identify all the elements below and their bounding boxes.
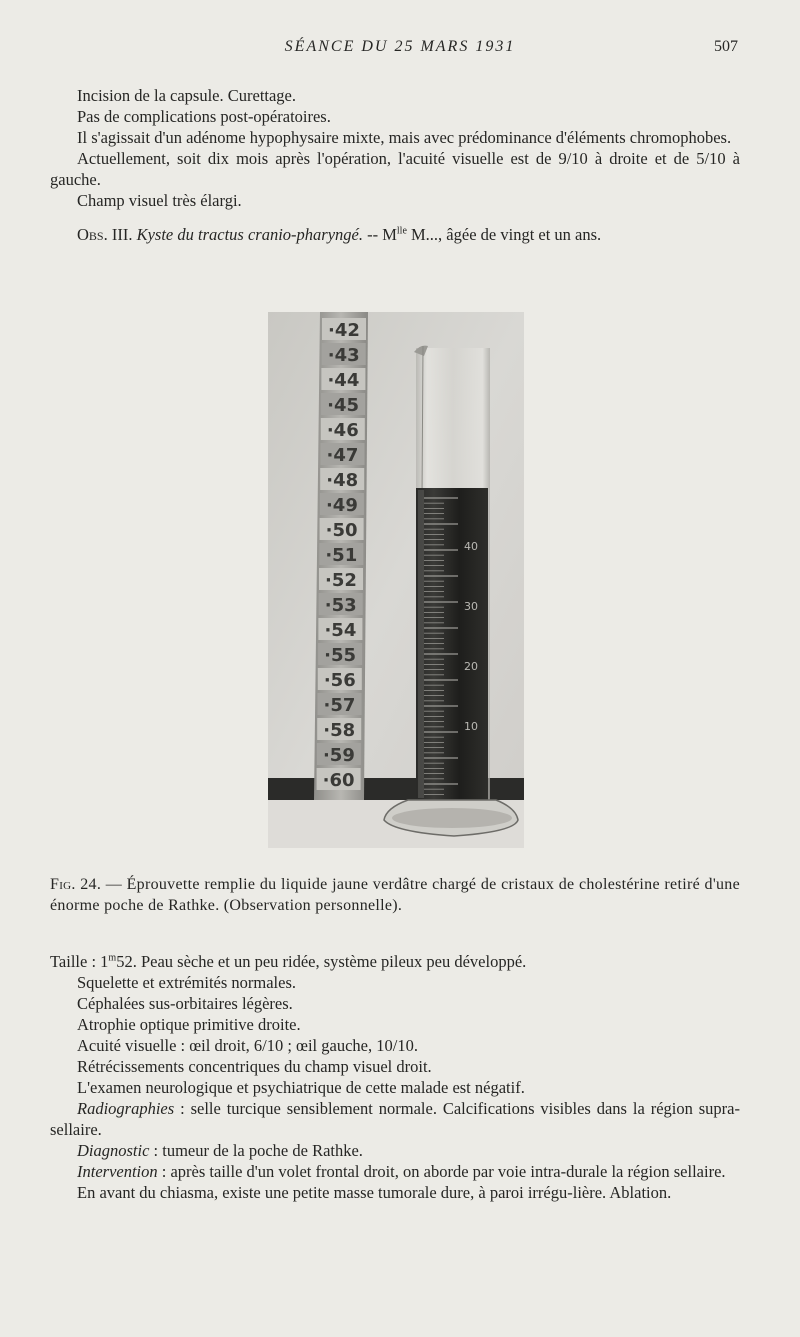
paragraph	[50, 1098, 740, 1140]
tape-number: ·48	[326, 470, 359, 491]
tape-number: ·54	[324, 620, 357, 641]
intervention-label: Intervention	[77, 1162, 158, 1181]
taille-sup: m	[108, 952, 117, 964]
paragraph: L'examen neurologique et psychiatrique de cette malade est négatif.	[77, 1078, 525, 1097]
paragraph	[50, 1161, 740, 1182]
tape-number: ·52	[325, 570, 357, 591]
page-header	[0, 38, 800, 62]
graduated-cylinder-photo	[268, 312, 524, 848]
taille-text-rest: 52. Peau sèche et un peu ridée, système pileux peu développé.	[116, 952, 527, 971]
observation-heading	[50, 224, 740, 245]
paragraph: Atrophie optique primitive droite.	[77, 1015, 301, 1034]
tape-number: ·43	[327, 345, 360, 366]
tape-number: ·45	[327, 395, 360, 416]
paragraph: Céphalées sus-orbitaires légères.	[77, 994, 293, 1013]
tape-number: ·57	[323, 695, 356, 716]
obs-sup: lle	[396, 225, 407, 237]
paragraph: Squelette et extrémités normales.	[77, 973, 297, 992]
intervention-text: : après taille d'un volet frontal droit, on aborde par voie intra-durale la région sellaire.	[157, 1162, 726, 1181]
diagnostic-label: Diagnostic	[77, 1141, 150, 1160]
running-head: SÉANCE DU 25 MARS 1931	[284, 38, 516, 55]
obs-title: Kyste du tractus cranio-pharyngé.	[136, 225, 363, 244]
taille-text: Taille : 1	[50, 952, 109, 971]
paragraph	[50, 1140, 740, 1161]
bottom-text-block	[50, 951, 740, 1203]
tape-number: ·44	[327, 370, 360, 391]
tape-labels	[317, 318, 366, 791]
tape-number: ·50	[325, 520, 358, 541]
tape-number: ·46	[326, 420, 359, 441]
tape-number: ·59	[322, 745, 355, 766]
radiographies-text: : selle turcique sensiblement normale. Calcifications visibles dans la région supra-sellaire.	[50, 1099, 740, 1139]
obs-text: M..., âgée de vingt et un ans.	[406, 225, 602, 244]
caption-text: — Éprouvette remplie du liquide jaune verdâtre chargé de cristaux de cholestérine retiré d'une énorme poche de Rathke. (Observation personnelle).	[50, 876, 741, 914]
tape-number: ·55	[324, 645, 357, 666]
cylinder-label: 20	[464, 660, 478, 673]
obs-label: Obs. III.	[77, 225, 133, 244]
cylinder-label: 40	[464, 540, 478, 553]
tape-number: ·42	[328, 320, 360, 341]
paragraph: Pas de complications post-opératoires.	[77, 107, 331, 126]
tape-number: ·47	[326, 445, 359, 466]
cylinder-label: 10	[464, 720, 478, 733]
tape-number: ·60	[322, 770, 355, 791]
cylinder-label: 30	[464, 600, 478, 613]
diagnostic-text: : tumeur de la poche de Rathke.	[149, 1141, 363, 1160]
paragraph: En avant du chiasma, existe une petite masse tumorale dure, à paroi irrégu-lière. Ablation.	[77, 1183, 672, 1202]
tape-number: ·56	[323, 670, 356, 691]
figure-caption	[50, 874, 740, 916]
paragraph: Il s'agissait d'un adénome hypophysaire mixte, mais avec prédominance d'éléments chromophobes.	[77, 128, 732, 147]
paragraph: Rétrécissements concentriques du champ visuel droit.	[77, 1057, 432, 1076]
tape-number: ·53	[324, 595, 357, 616]
figure-photograph	[268, 312, 524, 848]
caption-label: Fig. 24.	[50, 876, 102, 893]
obs-dash: -- M	[362, 225, 397, 244]
tape-number: ·49	[325, 495, 358, 516]
paragraph	[50, 951, 740, 972]
paragraph: Champ visuel très élargi.	[77, 191, 242, 210]
tape-number: ·51	[325, 545, 358, 566]
page-number: 507	[714, 38, 738, 55]
paragraph: Acuité visuelle : œil droit, 6/10 ; œil gauche, 10/10.	[77, 1036, 418, 1055]
tape-number: ·58	[323, 720, 356, 741]
paragraph: Incision de la capsule. Curettage.	[77, 86, 297, 105]
top-text-block	[50, 85, 740, 245]
paragraph: Actuellement, soit dix mois après l'opération, l'acuité visuelle est de 9/10 à droite et de 5/10 à gauche.	[50, 149, 740, 189]
radiographies-label: Radiographies	[77, 1099, 175, 1118]
